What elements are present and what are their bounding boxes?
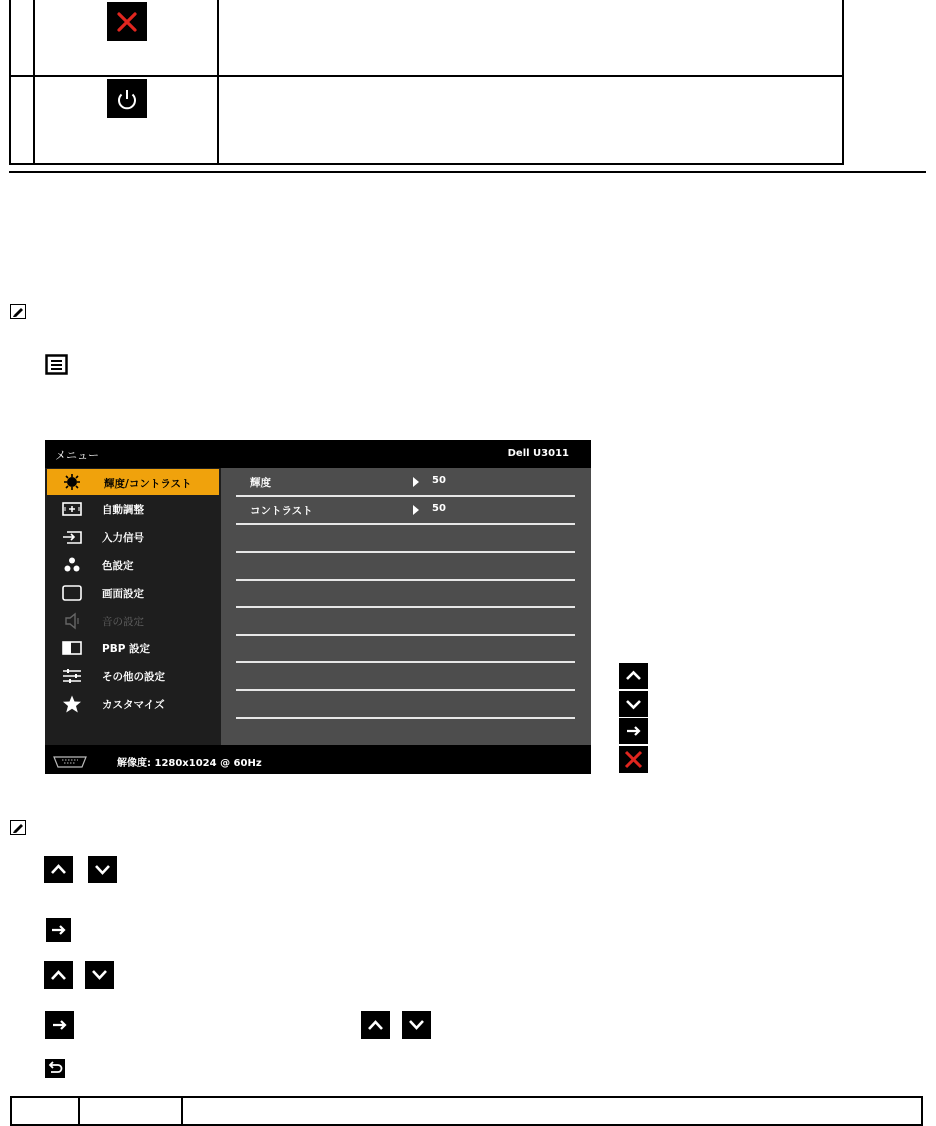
- submenu-value: 50: [432, 503, 446, 514]
- up-button-icon: [361, 1011, 390, 1039]
- table-border-right: [842, 0, 844, 165]
- submenu-row-empty: [236, 579, 575, 608]
- osd-menu: [45, 440, 591, 774]
- table-row: [11, 1097, 922, 1125]
- down-button-icon: [85, 961, 114, 989]
- menu-item-label: PBP 設定: [102, 643, 151, 655]
- submenu-row-empty: [236, 607, 575, 636]
- table-border-left: [9, 0, 11, 165]
- menu-item-label: 自動調整: [102, 504, 144, 516]
- submenu-row-empty: [236, 524, 575, 553]
- up-button-icon: [44, 856, 73, 883]
- submenu-label: コントラスト: [250, 505, 313, 517]
- speaker-icon: [61, 612, 83, 630]
- input-source-icon: [61, 528, 83, 546]
- note-pencil-icon: [10, 304, 26, 319]
- osd-main-menu: [45, 468, 221, 745]
- submenu-row-empty: [236, 634, 575, 663]
- up-button-icon: [619, 663, 648, 689]
- menu-item-display-settings[interactable]: [45, 580, 221, 606]
- submenu-row-brightness[interactable]: [236, 468, 575, 497]
- down-button-icon: [619, 691, 648, 717]
- resolution-status: 解像度: 1280x1024 @ 60Hz: [117, 758, 262, 769]
- osd-title-bar: [45, 440, 591, 468]
- menu-item-input-source[interactable]: [45, 524, 221, 550]
- note-pencil-icon: [10, 820, 26, 835]
- table-cell: [182, 1097, 922, 1125]
- submenu-row-empty: [236, 690, 575, 719]
- menu-item-color-settings[interactable]: [45, 552, 221, 578]
- menu-item-label: その他の設定: [102, 671, 165, 683]
- submenu-row-empty: [236, 552, 575, 581]
- bottom-table: [10, 1096, 923, 1126]
- submenu-row-empty: [236, 662, 575, 691]
- pbp-icon: [61, 639, 83, 657]
- exit-button-icon: [619, 746, 648, 773]
- table-border-bottom: [9, 163, 844, 165]
- table-cell: [79, 1097, 182, 1125]
- submenu-label: 輝度: [250, 477, 271, 489]
- table-cell: [11, 1097, 79, 1125]
- menu-item-pbp-settings[interactable]: [45, 635, 221, 661]
- menu-item-auto-adjust[interactable]: [45, 496, 221, 522]
- power-button-icon: [107, 79, 147, 118]
- submenu-value: 50: [432, 475, 446, 486]
- back-button-icon: [45, 1059, 65, 1078]
- menu-item-label: 画面設定: [102, 588, 144, 600]
- menu-item-other-settings[interactable]: [45, 663, 221, 689]
- osd-model: Dell U3011: [507, 448, 569, 459]
- vga-connector-icon: [52, 753, 88, 765]
- menu-item-label: カスタマイズ: [102, 699, 165, 711]
- menu-item-brightness-contrast[interactable]: [47, 469, 219, 495]
- up-button-icon: [44, 961, 73, 989]
- down-button-icon: [88, 856, 117, 883]
- menu-item-label: 輝度/コントラスト: [104, 478, 192, 490]
- play-arrow-icon: [413, 505, 419, 515]
- menu-button-icon: [45, 354, 68, 375]
- right-arrow-button-icon: [619, 718, 648, 744]
- sliders-icon: [61, 667, 83, 685]
- star-icon: [61, 695, 83, 713]
- menu-item-personalize[interactable]: [45, 691, 221, 717]
- table-divider-1: [33, 0, 35, 165]
- auto-adjust-icon: [61, 500, 83, 518]
- brightness-icon: [61, 473, 83, 491]
- section-separator: [9, 171, 926, 173]
- menu-item-label: 色設定: [102, 560, 134, 572]
- osd-title: メニュー: [55, 449, 99, 462]
- submenu-row-contrast[interactable]: [236, 496, 575, 525]
- color-settings-icon: [61, 556, 83, 574]
- table-divider-2: [217, 0, 219, 165]
- display-settings-icon: [61, 584, 83, 602]
- table-row-divider: [9, 75, 844, 77]
- exit-button-icon: [107, 2, 147, 41]
- menu-item-label: 音の設定: [102, 616, 144, 628]
- right-arrow-button-icon: [45, 1011, 74, 1039]
- right-arrow-button-icon: [46, 918, 71, 942]
- osd-status-bar: [45, 745, 591, 774]
- menu-item-label: 入力信号: [102, 532, 144, 544]
- play-arrow-icon: [413, 477, 419, 487]
- down-button-icon: [402, 1011, 431, 1039]
- menu-item-audio-settings[interactable]: [45, 608, 221, 634]
